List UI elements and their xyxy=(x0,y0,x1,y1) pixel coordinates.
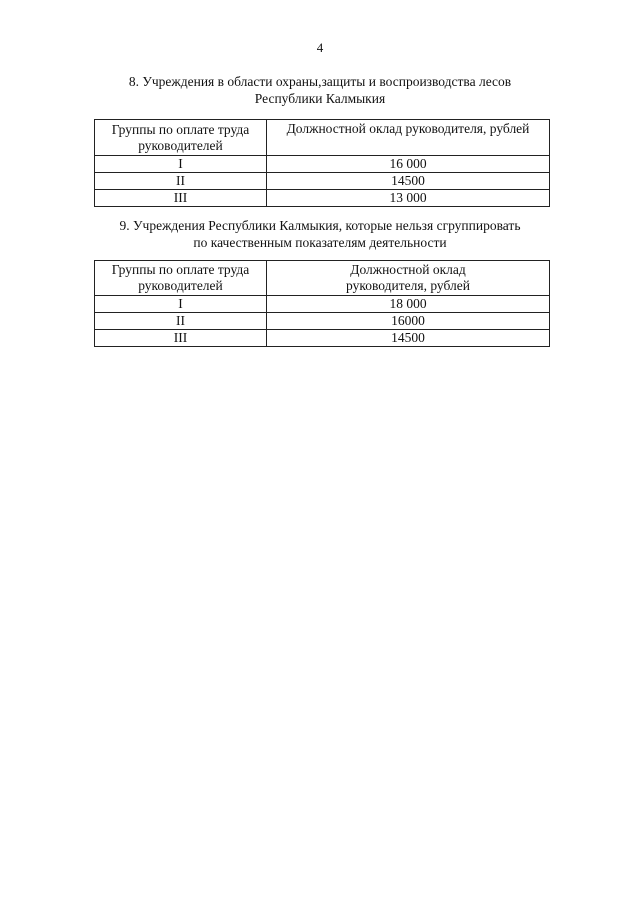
salary-cell: 18 000 xyxy=(267,296,550,313)
section-9-title-line-1: 9. Учреждения Республики Калмыкия, которые нельзя сгруппировать xyxy=(119,218,521,233)
section-9-salary-table xyxy=(94,260,550,347)
group-cell: III xyxy=(95,330,267,347)
group-cell: I xyxy=(95,296,267,313)
section-9-title-line-2: по качественным показателям деятельности xyxy=(193,235,447,250)
table-row xyxy=(95,173,550,190)
header-pay-group xyxy=(95,120,267,156)
table-header-row xyxy=(95,261,550,296)
group-cell: III xyxy=(95,190,267,207)
header-pay-group-line-2: руководителей xyxy=(138,137,223,153)
table-header-row xyxy=(95,120,550,156)
section-9-title xyxy=(60,217,580,251)
header-salary xyxy=(267,120,550,156)
section-8-title-line-1: 8. Учреждения в области охраны,защиты и воспроизводства лесов xyxy=(128,74,512,89)
group-cell: I xyxy=(95,156,267,173)
salary-cell: 14500 xyxy=(267,330,550,347)
header-pay-group-line-1: Группы по оплате труда xyxy=(111,121,250,137)
header-pay-group-line-2: руководителей xyxy=(138,278,223,293)
group-cell: II xyxy=(95,173,267,190)
header-pay-group-line-1: Группы по оплате труда xyxy=(111,262,250,277)
header-pay-group xyxy=(95,261,267,296)
header-salary-line-1: Должностной оклад xyxy=(350,262,466,277)
section-8-salary-table xyxy=(94,119,550,207)
salary-cell: 16 000 xyxy=(267,156,550,173)
salary-cell: 14500 xyxy=(267,173,550,190)
salary-cell: 16000 xyxy=(267,313,550,330)
table-row xyxy=(95,190,550,207)
table-row xyxy=(95,313,550,330)
header-salary-line-1: Должностной оклад руководителя, рублей xyxy=(286,121,530,136)
table-row xyxy=(95,156,550,173)
section-8-title-line-2: Республики Калмыкия xyxy=(254,91,386,106)
page-number: 4 xyxy=(316,40,324,55)
group-cell: II xyxy=(95,313,267,330)
header-salary xyxy=(267,261,550,296)
section-8-title xyxy=(60,73,580,107)
table-row xyxy=(95,330,550,347)
table-row xyxy=(95,296,550,313)
salary-cell: 13 000 xyxy=(267,190,550,207)
header-salary-line-2: руководителя, рублей xyxy=(346,278,470,293)
